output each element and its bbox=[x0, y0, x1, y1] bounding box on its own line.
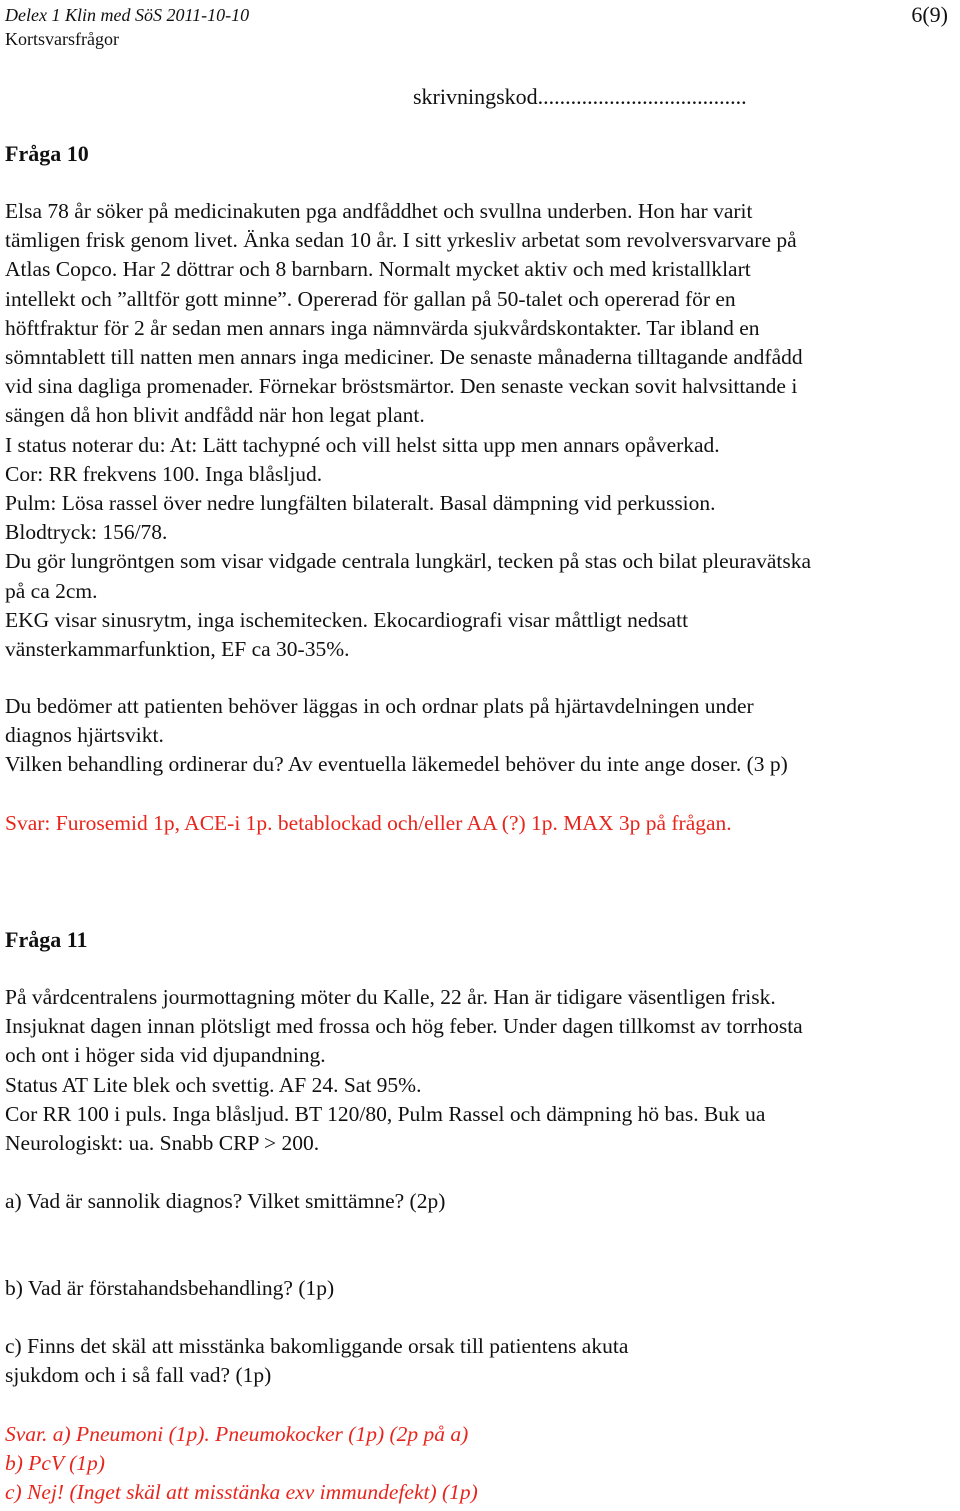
case-line: Du gör lungröntgen som visar vidgade centrala lungkärl, tecken på stas och bilat pleuravätska bbox=[5, 549, 811, 574]
answer-line: b) PcV (1p) bbox=[5, 1451, 105, 1476]
question-10-case-text bbox=[5, 197, 955, 664]
case-line: Cor: RR frekvens 100. Inga blåsljud. bbox=[5, 461, 323, 486]
case-line: och ont i höger sida vid djupandning. bbox=[5, 1043, 326, 1068]
question-10-answer bbox=[5, 809, 955, 838]
case-line: sömntablett till natten men annars inga mediciner. De senaste månaderna tilltagande andfådd bbox=[5, 345, 803, 370]
case-line: tämligen frisk genom livet. Änka sedan 10 år. I sitt yrkesliv arbetat som revolversvarvare på bbox=[5, 228, 797, 253]
case-line: på ca 2cm. bbox=[5, 578, 98, 603]
document-header-title: Delex 1 Klin med SöS 2011-10-10 bbox=[5, 5, 250, 25]
case-line: vänsterkammarfunktion, EF ca 30-35%. bbox=[5, 637, 350, 662]
question-line: diagnos hjärtsvikt. bbox=[5, 723, 164, 748]
exam-code-line: skrivningskod...................................... bbox=[413, 84, 747, 109]
case-line: höftfraktur för 2 år sedan men annars inga nämnvärda sjukvårdskontakter. Tar ibland en bbox=[5, 315, 760, 340]
case-line: vid sina dagliga promenader. Förnekar bröstsmärtor. Den senaste veckan sovit halvsittande i bbox=[5, 374, 798, 399]
question-line: c) Finns det skäl att misstänka bakomliggande orsak till patientens akuta bbox=[5, 1334, 629, 1358]
answer-line: Svar. a) Pneumoni (1p). Pneumokocker (1p) (2p på a) bbox=[5, 1422, 469, 1446]
page-number: 6(9) bbox=[911, 2, 948, 27]
question-11b bbox=[5, 1274, 955, 1303]
question-11-answer bbox=[5, 1420, 955, 1508]
question-line: sjukdom och i så fall vad? (1p) bbox=[5, 1363, 272, 1388]
question-line: Vilken behandling ordinerar du? Av eventuella läkemedel behöver du inte ange doser. (3 p) bbox=[5, 752, 788, 777]
answer-line: Svar: Furosemid 1p, ACE-i 1p. betablockad och/eller AA (?) 1p. MAX 3p på frågan. bbox=[5, 811, 732, 835]
case-line: Elsa 78 år söker på medicinakuten pga andfåddhet och svullna underben. Hon har varit bbox=[5, 199, 753, 223]
case-line: Atlas Copco. Har 2 döttrar och 8 barnbarn. Normalt mycket aktiv och med kristallklart bbox=[5, 257, 751, 282]
question-line: Du bedömer att patienten behöver läggas in och ordnar plats på hjärtavdelningen under bbox=[5, 694, 754, 718]
question-11a bbox=[5, 1187, 955, 1216]
case-line: Neurologiskt: ua. Snabb CRP > 200. bbox=[5, 1131, 320, 1156]
case-line: I status noterar du: At: Lätt tachypné och vill helst sitta upp men annars opåverkad. bbox=[5, 432, 720, 457]
document-header-subtitle: Kortsvarsfrågor bbox=[5, 29, 119, 49]
question-11c bbox=[5, 1332, 955, 1390]
case-line: På vårdcentralens jourmottagning möter du Kalle, 22 år. Han är tidigare väsentligen frisk. bbox=[5, 985, 776, 1009]
case-line: Cor RR 100 i puls. Inga blåsljud. BT 120/80, Pulm Rassel och dämpning hö bas. Buk ua bbox=[5, 1101, 766, 1126]
case-line: Pulm: Lösa rassel över nedre lungfälten bilateralt. Basal dämpning vid perkussion. bbox=[5, 491, 716, 516]
case-line: Insjuknat dagen innan plötsligt med frossa och hög feber. Under dagen tillkomst av torrhosta bbox=[5, 1014, 803, 1039]
case-line: EKG visar sinusrytm, inga ischemitecken. Ekocardiografi visar måttligt nedsatt bbox=[5, 607, 689, 632]
question-line: b) Vad är förstahandsbehandling? (1p) bbox=[5, 1276, 335, 1300]
question-10-heading: Fråga 10 bbox=[5, 141, 89, 166]
answer-line: c) Nej! (Inget skäl att misstänka exv immundefekt) (1p) bbox=[5, 1480, 478, 1505]
question-11-heading: Fråga 11 bbox=[5, 927, 88, 952]
question-line: a) Vad är sannolik diagnos? Vilket smittämne? (2p) bbox=[5, 1189, 446, 1213]
case-line: intellekt och ”alltför gott minne”. Opererad för gallan på 50-talet och opererad för en bbox=[5, 286, 736, 311]
case-line: sängen då hon blivit andfådd när hon legat plant. bbox=[5, 403, 425, 428]
question-10-prompt bbox=[5, 692, 955, 780]
question-11-case-text bbox=[5, 983, 955, 1158]
case-line: Status AT Lite blek och svettig. AF 24. Sat 95%. bbox=[5, 1072, 422, 1097]
case-line: Blodtryck: 156/78. bbox=[5, 520, 168, 545]
